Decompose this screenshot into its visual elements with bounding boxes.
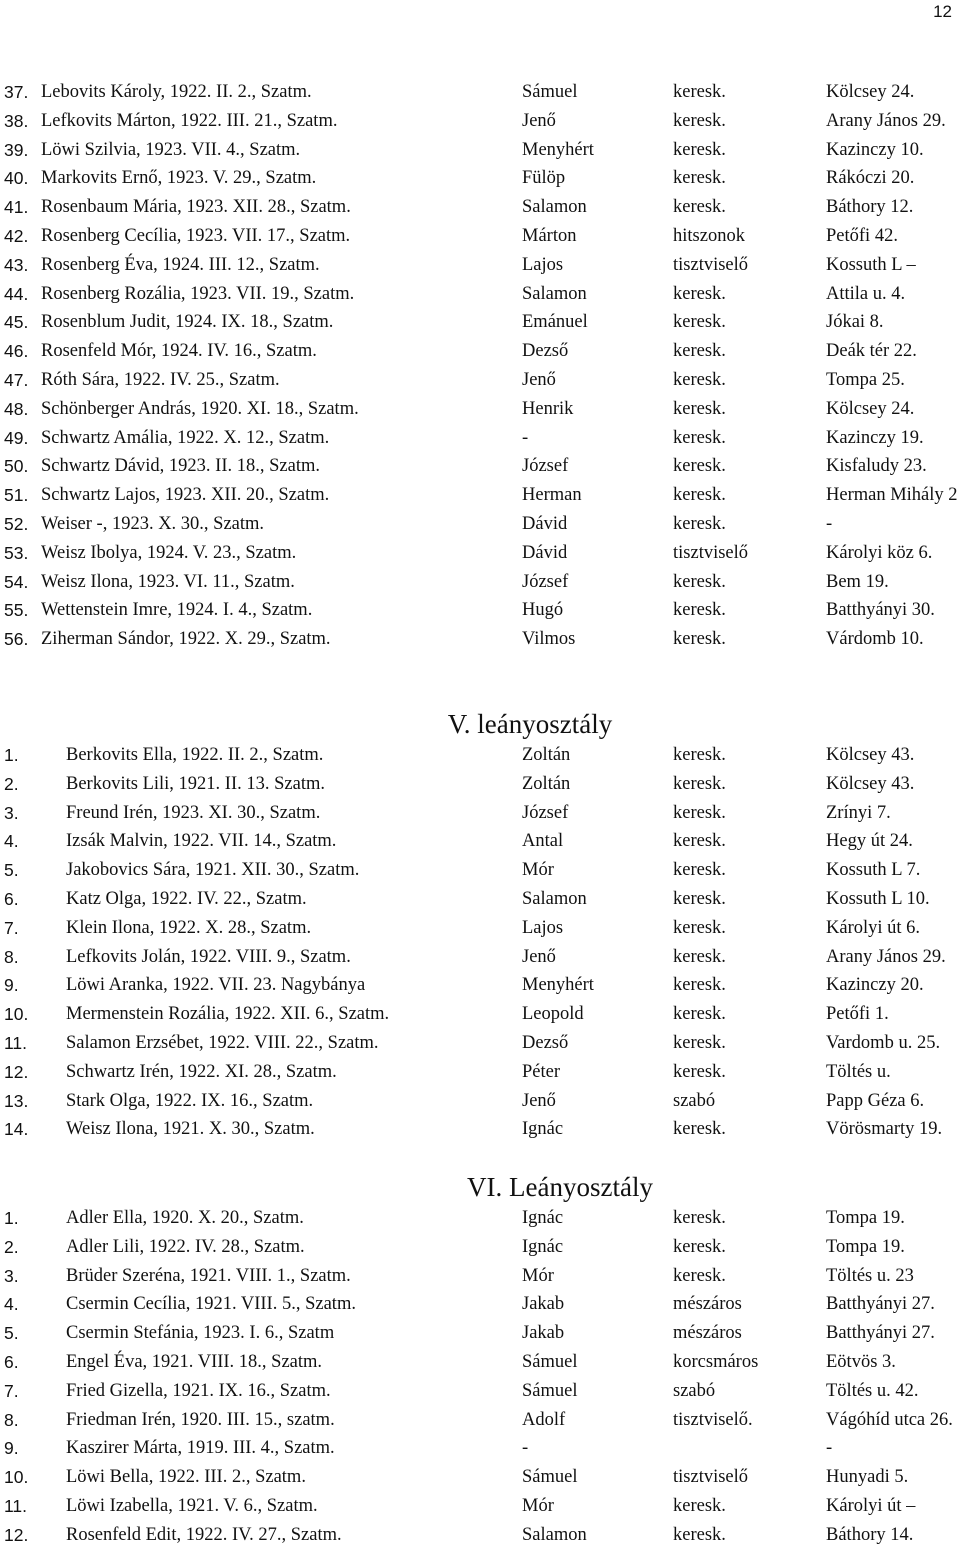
father-name: Dezső [522, 341, 569, 362]
student-name: Berkovits Ella, 1922. II. 2., Szatm. [66, 745, 324, 765]
student-row [0, 1492, 960, 1521]
father-name: Salamon [522, 283, 587, 304]
address: Rákóczi 20. [826, 168, 915, 189]
student-row [0, 971, 960, 1000]
row-number: 9. [4, 1438, 19, 1459]
father-occupation: keresk. [673, 369, 726, 390]
row-number: 45. [4, 312, 29, 333]
address: Károlyi út – [826, 1495, 916, 1516]
student-name: Kaszirer Márta, 1919. III. 4., Szatm. [66, 1438, 335, 1459]
row-number: 12. [4, 1524, 29, 1545]
student-name: Schwartz Dávid, 1923. II. 18., Szatm. [41, 456, 320, 477]
father-name: József [522, 802, 569, 823]
row-number: 13. [4, 1090, 29, 1111]
student-name: Adler Lili, 1922. IV. 28., Szatm. [66, 1236, 305, 1257]
address: Arany János 29. [826, 946, 946, 967]
student-name: Engel Éva, 1921. VIII. 18., Szatm. [66, 1351, 323, 1372]
row-number: 1. [4, 745, 19, 765]
father-occupation: keresk. [673, 1208, 726, 1228]
row-number: 48. [4, 398, 29, 419]
row-number: 47. [4, 369, 29, 390]
address: Töltés u. [826, 1061, 891, 1082]
student-row [0, 337, 960, 366]
student-row [0, 222, 960, 251]
student-list-v-leanyosztaly [0, 741, 960, 1144]
student-name: Klein Ilona, 1922. X. 28., Szatm. [66, 917, 312, 938]
student-name: Adler Ella, 1920. X. 20., Szatm. [66, 1208, 304, 1228]
father-name: Sámuel [522, 82, 578, 102]
address: Kazinczy 20. [826, 975, 924, 996]
father-name: Dávid [522, 542, 568, 563]
row-number: 7. [4, 1380, 19, 1401]
student-name: Fried Gizella, 1921. IX. 16., Szatm. [66, 1380, 331, 1401]
address: Kölcsey 24. [826, 398, 915, 419]
father-occupation: keresk. [673, 1032, 726, 1053]
address: Petőfi 1. [826, 1004, 889, 1025]
address: Kossuth L 10. [826, 888, 930, 909]
row-number: 12. [4, 1061, 29, 1082]
student-row [0, 251, 960, 280]
address: Károlyi út 6. [826, 917, 921, 938]
student-row [0, 78, 960, 107]
student-name: Weisz Ilona, 1921. X. 30., Szatm. [66, 1119, 315, 1140]
student-name: Rosenbaum Mária, 1923. XII. 28., Szatm. [41, 197, 351, 218]
father-occupation: keresk. [673, 513, 726, 534]
address: Batthyányi 30. [826, 600, 935, 621]
row-number: 6. [4, 888, 19, 909]
address: Hunyadi 5. [826, 1467, 909, 1488]
father-occupation: keresk. [673, 860, 726, 881]
father-occupation: hitszonok [673, 225, 745, 246]
father-occupation: keresk. [673, 197, 726, 218]
father-occupation: keresk. [673, 888, 726, 909]
row-number: 41. [4, 197, 29, 218]
row-number: 2. [4, 1236, 19, 1257]
father-occupation: keresk. [673, 600, 726, 621]
father-occupation: keresk. [673, 110, 726, 131]
father-name: Lajos [522, 254, 564, 275]
student-list-vi-leanyosztaly [0, 1204, 960, 1550]
father-name: Zoltán [522, 745, 571, 765]
father-occupation: mészáros [673, 1294, 742, 1315]
father-occupation: keresk. [673, 312, 726, 333]
student-name: Schönberger András, 1920. XI. 18., Szatm. [41, 398, 359, 419]
student-name: Róth Sára, 1922. IV. 25., Szatm. [41, 369, 280, 390]
address: Batthyányi 27. [826, 1294, 935, 1315]
student-row [0, 1406, 960, 1435]
student-row [0, 827, 960, 856]
student-row [0, 1290, 960, 1319]
father-name: - [522, 427, 529, 448]
row-number: 53. [4, 542, 29, 563]
student-row [0, 280, 960, 309]
row-number: 3. [4, 1265, 19, 1286]
student-name: Ziherman Sándor, 1922. X. 29., Szatm. [41, 629, 331, 650]
address: Báthory 12. [826, 197, 914, 218]
father-occupation: keresk. [673, 398, 726, 419]
student-name: Wettenstein Imre, 1924. I. 4., Szatm. [41, 600, 313, 621]
student-name: Rosenfeld Mór, 1924. IV. 16., Szatm. [41, 341, 317, 362]
father-name: József [522, 571, 569, 592]
row-number: 56. [4, 629, 29, 650]
student-name: Schwartz Amália, 1922. X. 12., Szatm. [41, 427, 330, 448]
father-occupation: keresk. [673, 456, 726, 477]
student-list-continued [0, 78, 960, 654]
student-row [0, 539, 960, 568]
student-row [0, 395, 960, 424]
father-name: Hugó [522, 600, 564, 621]
row-number: 51. [4, 485, 29, 506]
student-name: Lefkovits Jolán, 1922. VIII. 9., Szatm. [66, 946, 351, 967]
student-name: Lefkovits Márton, 1922. III. 21., Szatm. [41, 110, 338, 131]
father-name: Márton [522, 225, 577, 246]
father-occupation: szabó [673, 1380, 716, 1401]
father-name: Sámuel [522, 1351, 578, 1372]
row-number: 50. [4, 456, 29, 477]
row-number: 38. [4, 110, 29, 131]
page-number: 12 [933, 2, 952, 21]
father-name: Ignác [522, 1119, 564, 1140]
student-row [0, 914, 960, 943]
address: Várdomb 10. [826, 629, 924, 650]
father-occupation: keresk. [673, 1119, 726, 1140]
father-name: Henrik [522, 398, 574, 419]
row-number: 4. [4, 831, 19, 852]
address: Arany János 29. [826, 110, 946, 131]
father-occupation: keresk. [673, 802, 726, 823]
father-occupation: keresk. [673, 168, 726, 189]
father-occupation: szabó [673, 1090, 716, 1111]
student-row [0, 1058, 960, 1087]
row-number: 54. [4, 571, 29, 592]
address: Kazinczy 19. [826, 427, 924, 448]
father-occupation: tisztviselő. [673, 1409, 753, 1430]
student-row [0, 1262, 960, 1291]
address: Papp Géza 6. [826, 1090, 925, 1111]
student-name: Rosenberg Éva, 1924. III. 12., Szatm. [41, 254, 320, 275]
student-row [0, 1463, 960, 1492]
student-name: Salamon Erzsébet, 1922. VIII. 22., Szatm. [66, 1032, 379, 1053]
father-name: Fülöp [522, 168, 566, 189]
father-occupation: korcsmáros [673, 1351, 759, 1372]
father-name: Leopold [522, 1004, 584, 1025]
father-name: Emánuel [522, 312, 588, 333]
student-row [0, 1319, 960, 1348]
student-row [0, 136, 960, 165]
father-name: Salamon [522, 1524, 587, 1545]
father-name: Zoltán [522, 773, 571, 794]
father-occupation: keresk. [673, 139, 726, 160]
father-occupation: keresk. [673, 1524, 726, 1545]
student-name: Löwi Izabella, 1921. V. 6., Szatm. [66, 1495, 318, 1516]
student-row [0, 164, 960, 193]
address: Vörösmarty 19. [826, 1119, 943, 1140]
father-name: Jakab [522, 1323, 565, 1344]
student-name: Löwi Aranka, 1922. VII. 23. Nagybánya [66, 975, 366, 996]
father-name: Salamon [522, 197, 587, 218]
student-row [0, 943, 960, 972]
father-name: Antal [522, 831, 564, 852]
father-name: Ignác [522, 1236, 564, 1257]
row-number: 40. [4, 168, 29, 189]
student-name: Mermenstein Rozália, 1922. XII. 6., Szatm. [66, 1004, 390, 1025]
father-occupation: keresk. [673, 1004, 726, 1025]
student-row [0, 1000, 960, 1029]
father-occupation: keresk. [673, 745, 726, 765]
row-number: 49. [4, 427, 29, 448]
father-name: József [522, 456, 569, 477]
address: Báthory 14. [826, 1524, 914, 1545]
father-name: Herman [522, 485, 582, 506]
address: Deák tér 22. [826, 341, 917, 362]
father-name: Mór [522, 1495, 554, 1516]
row-number: 9. [4, 975, 19, 996]
student-name: Löwi Szilvia, 1923. VII. 4., Szatm. [41, 139, 301, 160]
father-occupation: keresk. [673, 571, 726, 592]
address: - [826, 1438, 833, 1459]
student-row [0, 1521, 960, 1550]
father-occupation: keresk. [673, 1061, 726, 1082]
student-row [0, 481, 960, 510]
father-occupation: tisztviselő [673, 1467, 749, 1488]
row-number: 4. [4, 1294, 19, 1315]
address: Tompa 25. [826, 369, 905, 390]
address: Károlyi köz 6. [826, 542, 933, 563]
address: - [826, 513, 833, 534]
row-number: 52. [4, 513, 29, 534]
student-name: Rosenblum Judit, 1924. IX. 18., Szatm. [41, 312, 334, 333]
student-name: Freund Irén, 1923. XI. 30., Szatm. [66, 802, 321, 823]
student-name: Stark Olga, 1922. IX. 16., Szatm. [66, 1090, 314, 1111]
student-row [0, 193, 960, 222]
address: Jókai 8. [826, 312, 884, 333]
student-name: Weisz Ilona, 1923. VI. 11., Szatm. [41, 571, 295, 592]
father-name: Jenő [522, 1090, 556, 1111]
father-occupation: keresk. [673, 283, 726, 304]
student-row [0, 568, 960, 597]
student-name: Lebovits Károly, 1922. II. 2., Szatm. [41, 82, 312, 102]
student-row [0, 1348, 960, 1377]
row-number: 11. [4, 1495, 28, 1516]
father-name: - [522, 1438, 529, 1459]
father-occupation: keresk. [673, 946, 726, 967]
student-name: Rosenberg Rozália, 1923. VII. 19., Szatm. [41, 283, 355, 304]
student-row [0, 424, 960, 453]
address: Hegy út 24. [826, 831, 913, 852]
student-name: Löwi Bella, 1922. III. 2., Szatm. [66, 1467, 306, 1488]
address: Töltés u. 42. [826, 1380, 919, 1401]
address: Tompa 19. [826, 1208, 905, 1228]
address: Zrínyi 7. [826, 802, 891, 823]
student-name: Csermin Cecília, 1921. VIII. 5., Szatm. [66, 1294, 356, 1315]
address: Vardomb u. 25. [826, 1032, 941, 1053]
student-row [0, 308, 960, 337]
row-number: 1. [4, 1208, 19, 1228]
address: Bem 19. [826, 571, 889, 592]
address: Kazinczy 10. [826, 139, 924, 160]
student-row [0, 1434, 960, 1463]
father-occupation: mészáros [673, 1323, 742, 1344]
father-occupation: keresk. [673, 773, 726, 794]
student-row [0, 625, 960, 654]
father-name: Sámuel [522, 1467, 578, 1488]
student-row [0, 1233, 960, 1262]
row-number: 6. [4, 1351, 19, 1372]
row-number: 46. [4, 341, 29, 362]
student-row [0, 1087, 960, 1116]
student-row [0, 856, 960, 885]
student-row [0, 510, 960, 539]
student-row [0, 799, 960, 828]
address: Vágóhíd utca 26. [826, 1409, 953, 1430]
address: Herman Mihály 2 [826, 485, 958, 506]
father-name: Jakab [522, 1294, 565, 1315]
student-row [0, 1115, 960, 1144]
father-name: Jenő [522, 369, 556, 390]
father-name: Sámuel [522, 1380, 578, 1401]
row-number: 14. [4, 1119, 29, 1140]
address: Attila u. 4. [826, 283, 906, 304]
student-name: Rosenberg Cecília, 1923. VII. 17., Szatm. [41, 225, 351, 246]
address: Kölcsey 43. [826, 773, 915, 794]
father-name: Salamon [522, 888, 587, 909]
address: Kölcsey 43. [826, 745, 915, 765]
father-name: Péter [522, 1061, 561, 1082]
student-row [0, 1029, 960, 1058]
student-row [0, 596, 960, 625]
student-row [0, 366, 960, 395]
row-number: 2. [4, 773, 19, 794]
row-number: 7. [4, 917, 19, 938]
student-name: Izsák Malvin, 1922. VII. 14., Szatm. [66, 831, 337, 852]
father-name: Mór [522, 860, 554, 881]
father-name: Dezső [522, 1032, 569, 1053]
father-name: Ignác [522, 1208, 564, 1228]
row-number: 44. [4, 283, 29, 304]
section-title-vi-leanyosztaly: VI. Leányosztály [467, 1172, 653, 1202]
student-row [0, 107, 960, 136]
father-name: Jenő [522, 946, 556, 967]
address: Tompa 19. [826, 1236, 905, 1257]
address: Batthyányi 27. [826, 1323, 935, 1344]
student-row [0, 452, 960, 481]
row-number: 8. [4, 1409, 19, 1430]
student-row [0, 741, 960, 770]
father-occupation: keresk. [673, 427, 726, 448]
student-name: Friedman Irén, 1920. III. 15., szatm. [66, 1409, 335, 1430]
father-occupation: keresk. [673, 485, 726, 506]
student-row [0, 885, 960, 914]
father-name: Mór [522, 1265, 554, 1286]
father-occupation: tisztviselő [673, 542, 749, 563]
address: Kossuth L – [826, 254, 916, 275]
father-occupation: keresk. [673, 629, 726, 650]
address: Kölcsey 24. [826, 82, 915, 102]
row-number: 55. [4, 600, 29, 621]
student-name: Berkovits Lili, 1921. II. 13. Szatm. [66, 773, 325, 794]
section-title-v-leanyosztaly: V. leányosztály [447, 709, 613, 739]
address: Kossuth L 7. [826, 860, 921, 881]
father-occupation: keresk. [673, 831, 726, 852]
father-name: Menyhért [522, 975, 594, 996]
student-row [0, 1377, 960, 1406]
father-occupation: keresk. [673, 341, 726, 362]
student-name: Schwartz Irén, 1922. XI. 28., Szatm. [66, 1061, 337, 1082]
row-number: 42. [4, 225, 29, 246]
row-number: 37. [4, 82, 29, 102]
student-name: Katz Olga, 1922. IV. 22., Szatm. [66, 888, 307, 909]
row-number: 39. [4, 139, 29, 160]
row-number: 11. [4, 1032, 28, 1053]
father-name: Adolf [522, 1409, 566, 1430]
father-occupation: keresk. [673, 82, 726, 102]
father-occupation: keresk. [673, 1495, 726, 1516]
row-number: 5. [4, 860, 19, 881]
address: Eötvös 3. [826, 1351, 896, 1372]
father-name: Jenő [522, 110, 556, 131]
row-number: 10. [4, 1004, 29, 1025]
address: Töltés u. 23 [826, 1265, 914, 1286]
father-occupation: keresk. [673, 917, 726, 938]
address: Kisfaludy 23. [826, 456, 927, 477]
student-name: Jakobovics Sára, 1921. XII. 30., Szatm. [66, 860, 360, 881]
father-occupation: keresk. [673, 1236, 726, 1257]
student-name: Weiser -, 1923. X. 30., Szatm. [41, 513, 265, 534]
student-name: Weisz Ibolya, 1924. V. 23., Szatm. [41, 542, 297, 563]
row-number: 8. [4, 946, 19, 967]
address: Petőfi 42. [826, 225, 898, 246]
row-number: 3. [4, 802, 19, 823]
row-number: 5. [4, 1323, 19, 1344]
student-row [0, 1204, 960, 1233]
father-name: Dávid [522, 513, 568, 534]
student-name: Markovits Ernő, 1923. V. 29., Szatm. [41, 168, 317, 189]
father-name: Vilmos [522, 629, 576, 650]
student-name: Schwartz Lajos, 1923. XII. 20., Szatm. [41, 485, 330, 506]
father-name: Menyhért [522, 139, 594, 160]
row-number: 10. [4, 1467, 29, 1488]
father-name: Lajos [522, 917, 564, 938]
father-occupation: tisztviselő [673, 254, 749, 275]
row-number: 43. [4, 254, 29, 275]
father-occupation: keresk. [673, 975, 726, 996]
student-name: Csermin Stefánia, 1923. I. 6., Szatm [66, 1323, 335, 1344]
student-name: Rosenfeld Edit, 1922. IV. 27., Szatm. [66, 1524, 342, 1545]
student-name: Brüder Szeréna, 1921. VIII. 1., Szatm. [66, 1265, 351, 1286]
father-occupation: keresk. [673, 1265, 726, 1286]
student-row [0, 770, 960, 799]
